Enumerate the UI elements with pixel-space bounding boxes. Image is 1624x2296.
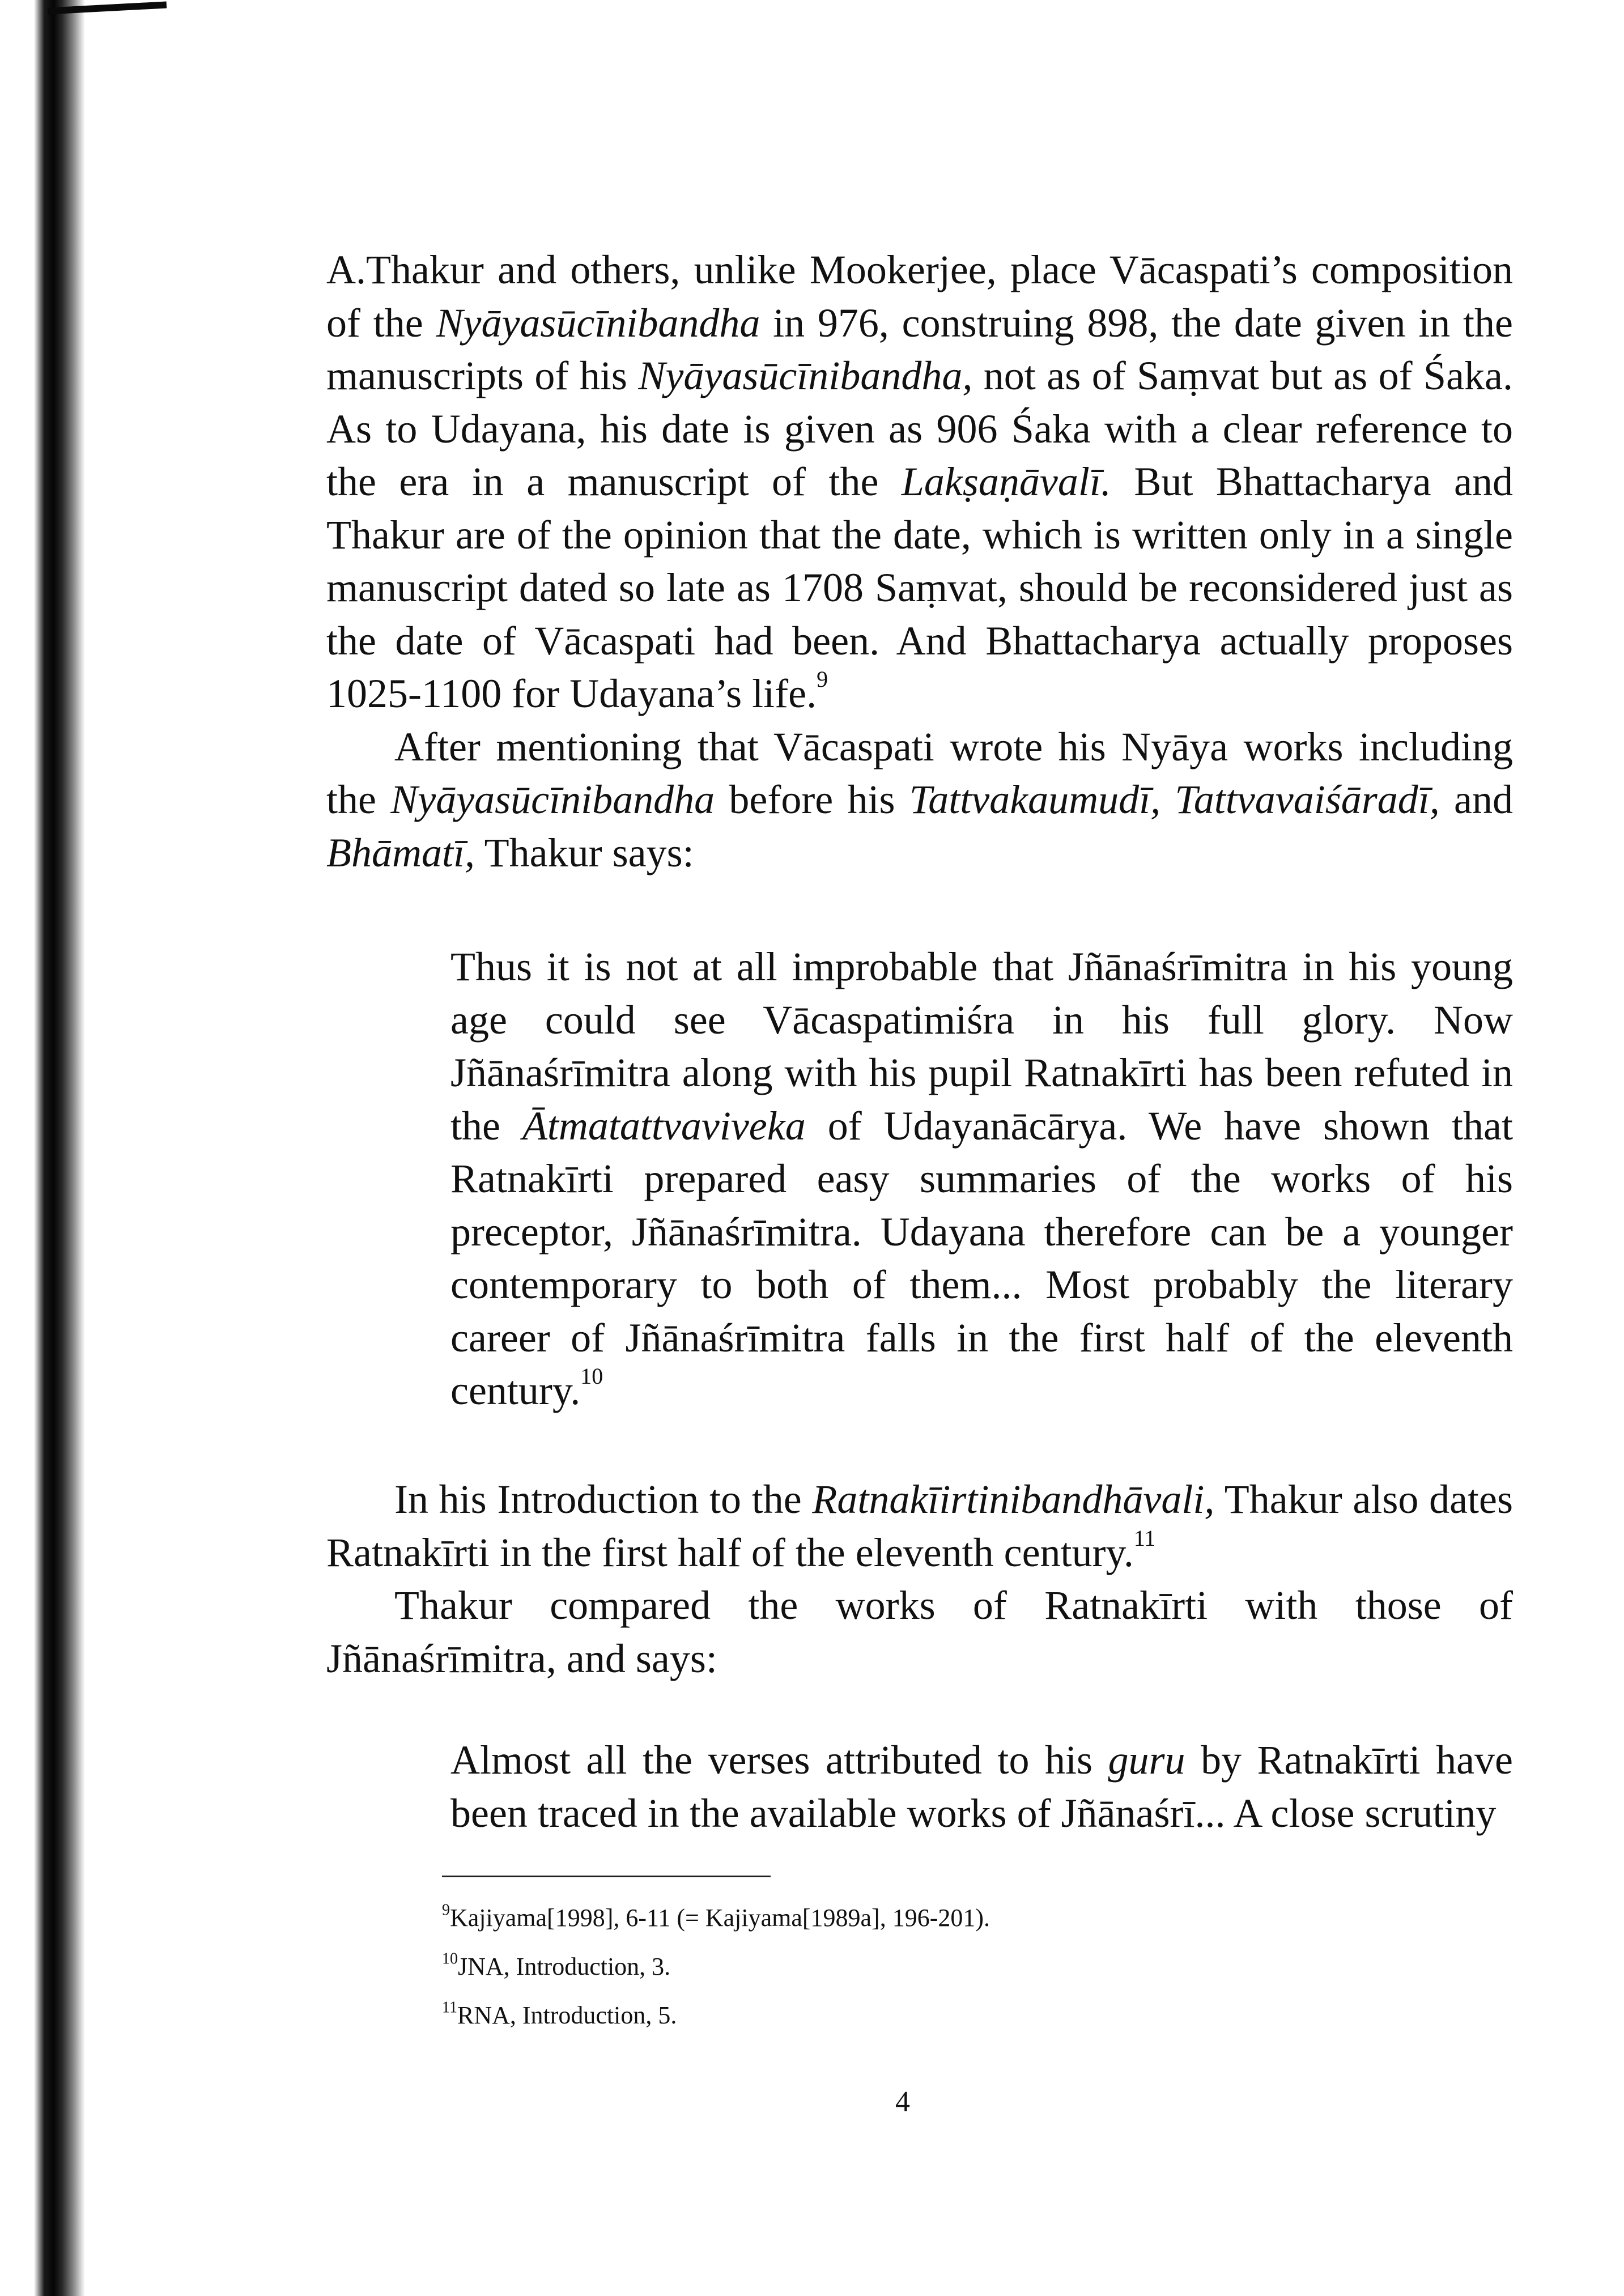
quote-1-text: of Udayanācārya. We have shown that Ratnakīrti prepared easy summaries of the works of his preceptor, Jñānaśrīmitra. Udayana therefore can be a younger contemporary to both of them... Most probably the literary career of Jñānaśrīmitra falls in the first half of the eleventh century.	[450, 1103, 1513, 1413]
paragraph-1-text: in 976, construing 898, the date given in the manuscripts of his	[326, 300, 1513, 398]
footnote-text: RNA, Introduction, 5.	[457, 2001, 677, 2029]
paragraph-1	[326, 244, 1513, 721]
title-tattvavaisaradi: Tattvavaiśāradī,	[1175, 777, 1440, 822]
block-quote-2	[450, 1734, 1513, 1840]
page-number: 4	[895, 2086, 910, 2118]
paragraph-1-text: But Bhattacharya and Thakur are of the opinion that the date, which is written only in a single manuscript dated so late as 1708 Saṃvat, should be reconsidered just as the date of Vācaspati had been. And Bhattacharya actually proposes 1025-1100 for Udayana’s life.	[326, 459, 1514, 716]
paragraph-2-text	[1160, 777, 1175, 822]
title-nyayasucinibandha: Nyāyasūcīnibandha,	[638, 353, 973, 398]
title-atmatattvaviveka: Ātmatattvaviveka	[522, 1103, 806, 1149]
footnote-text: Kajiyama[1998], 6-11 (= Kajiyama[1989a], 196-201).	[450, 1904, 990, 1932]
quote-2-text: by Ratnakīrti have been traced in the available works of Jñānaśrī... A close scrutiny	[450, 1737, 1513, 1836]
scanned-binding-edge	[0, 0, 85, 2296]
main-text	[326, 244, 1513, 879]
footnote-text: JNA, Introduction, 3.	[458, 1953, 671, 1980]
paragraph-2-text: before his	[715, 777, 909, 822]
footnote-ref-11: 11	[1133, 1525, 1156, 1551]
block-quote-1	[450, 941, 1513, 1418]
footnote-number: 10	[442, 1950, 458, 1968]
quote-1-text: Thus it is not at all improbable that Jñānaśrīmitra in his young age could see Vācaspatimiśra in his full glory. Now Jñānaśrīmitra along with his pupil Ratnakīrti has been refuted in the	[450, 944, 1513, 1149]
paragraph-2-text: After mentioning that Vācaspati wrote his Nyāya works including the	[326, 724, 1513, 822]
paragraph-4	[326, 1579, 1513, 1685]
paragraph-3	[326, 1473, 1513, 1579]
block-quote-1-text	[450, 941, 1513, 1418]
paragraph-1-text: not as of Saṃvat but as of Śaka. As to Udayana, his date is given as 906 Śaka with a clear reference to the era in a manuscript of the	[326, 353, 1513, 504]
footnote-divider	[442, 1876, 771, 1877]
title-nyayasucinibandha: Nyāyasūcīnibandha	[390, 777, 715, 822]
title-bhamati: Bhāmatī,	[326, 830, 475, 875]
paragraph-2-text: and	[1439, 777, 1514, 822]
title-nyayasucinibandha: Nyāyasūcīnibandha	[436, 300, 760, 346]
block-quote-2-text	[450, 1734, 1513, 1840]
footnote-number: 9	[442, 1901, 450, 1919]
footnote-9	[442, 1901, 1462, 1932]
footnote-11	[442, 2001, 1462, 2030]
footnote-number: 11	[442, 1999, 457, 2017]
title-laksanavali: Lakṣaṇāvalī.	[901, 459, 1111, 504]
footnote-ref-9: 9	[817, 666, 828, 692]
quote-2-text: Almost all the verses attributed to his	[450, 1737, 1108, 1783]
title-ratnakirtinibandhavali: Ratnakīirtinibandhāvali,	[812, 1477, 1215, 1522]
paragraph-4-text: Thakur compared the works of Ratnakīrti with those of Jñānaśrīmitra, and says:	[326, 1583, 1513, 1681]
footnotes	[442, 1901, 1462, 2050]
paragraph-3-text: In his Introduction to the	[394, 1477, 813, 1522]
title-tattvakaumudi: Tattvakaumudī,	[909, 777, 1161, 822]
paragraph-2	[326, 721, 1513, 880]
paragraph-1-text: A.Thakur and others, unlike Mookerjee, place Vācaspati’s composition of the	[326, 247, 1513, 346]
footnote-ref-10: 10	[580, 1363, 603, 1389]
footnote-10	[442, 1950, 1462, 1981]
term-guru: guru	[1108, 1737, 1185, 1783]
paragraph-3-text: Thakur also dates Ratnakīrti in the first half of the eleventh century.	[326, 1477, 1513, 1575]
paragraph-2-text: Thakur says:	[474, 830, 694, 875]
main-text-continued	[326, 1473, 1513, 1685]
